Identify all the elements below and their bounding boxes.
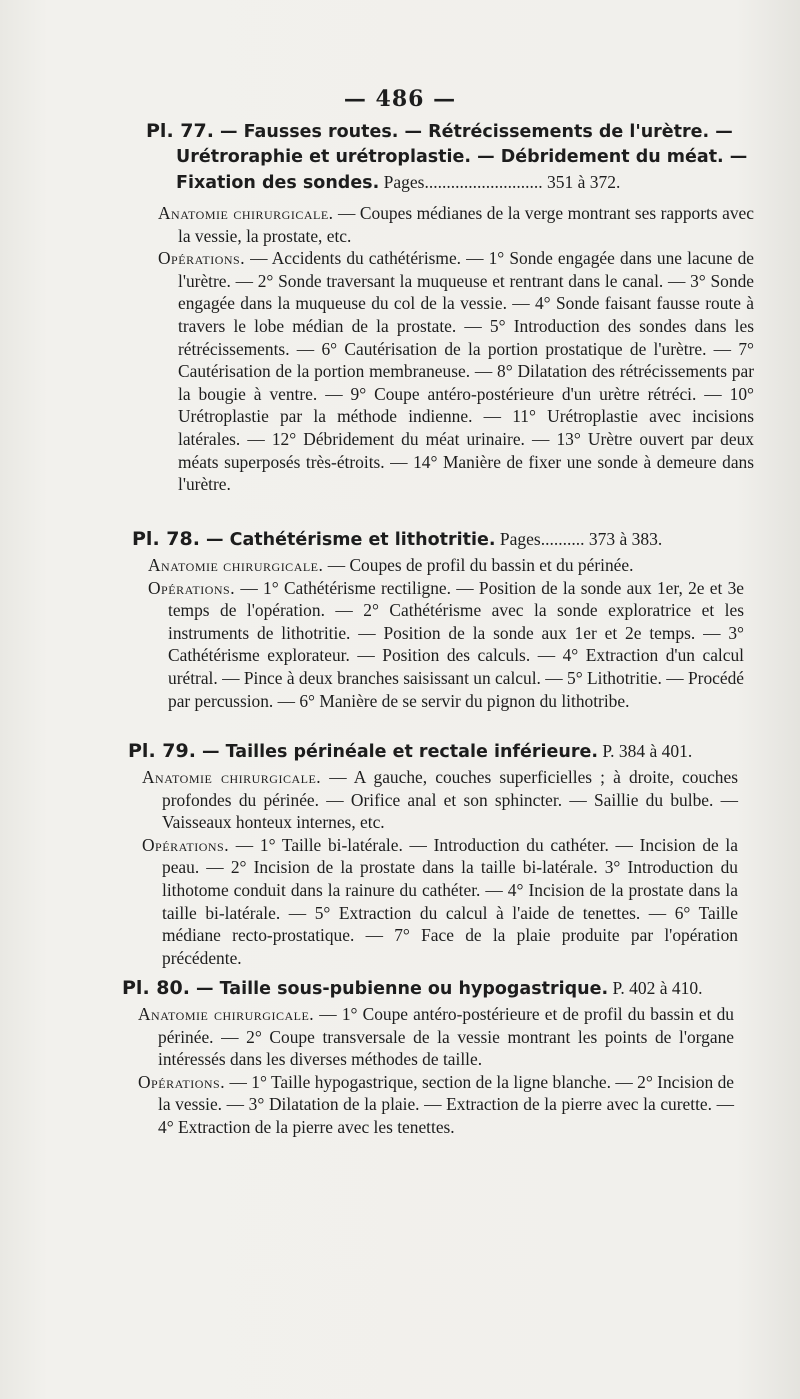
section-text: — A gauche, couches superficielles ; à droite, couches profondes du périnée. — Orifice anal et son sphincter. — Saillie du bulbe. — Vaisseaux honteux internes, etc.: [162, 767, 738, 833]
section-label: Opérations.: [142, 834, 230, 855]
plate-entry-80: [0, 976, 800, 1139]
plate-heading-line: [146, 170, 800, 196]
plate-heading-line: [128, 739, 800, 765]
plate-number: Pl. 79.: [128, 740, 196, 762]
section-label: Anatomie chirurgicale.: [148, 555, 324, 575]
plate-entry-79: [0, 739, 800, 969]
plate-pages: Pages........................... 351 à 372.: [379, 172, 621, 192]
plate-title-line: — Taille sous-pubienne ou hypogastrique.: [189, 979, 609, 999]
plate-number: Pl. 78.: [132, 528, 200, 550]
plate-entry-77: [0, 119, 800, 496]
section-text: — Accidents du cathétérisme. — 1° Sonde engagée dans une lacune de l'urètre. — 2° Sonde traversant la muqueuse et rentrant dans le canal. — 3° Sonde engagée dans la muqueuse du col de la vessie. — 4° Sonde faisant fausse route à travers le lobe médian de la prostate. — 5° Introduction des sondes dans les rétrécissements. — 6° Cautérisation de la portion prostatique de l'urètre. — 7° Cautérisation de la portion membraneuse. — 8° Dilatation des rétrécissements par la bougie à ventre. — 9° Coupe antéro-postérieure d'un urètre rétréci. — 10° Urétroplastie par la méthode indienne. — 11° Urétroplastie avec incisions latérales. — 12° Débridement du méat urinaire. — 13° Urètre ouvert par deux méats superposés très-étroits. — 14° Manière de fixer une sonde à demeure dans l'urètre.: [178, 248, 754, 495]
page-number: — 486 —: [343, 86, 457, 112]
section-label: Opérations.: [158, 248, 246, 269]
plate-pages: P. 402 à 410.: [608, 978, 703, 998]
plate-title-line: — Tailles périnéale et rectale inférieure.: [195, 742, 598, 762]
section-anatomy: [0, 766, 738, 834]
plate-number: Pl. 77.: [146, 120, 214, 142]
section-anatomy: [0, 202, 754, 247]
plate-title-line: — Cathétérisme et lithotritie.: [199, 530, 496, 550]
section-text: — 1° Coupe antéro-postérieure et de profil du bassin et du périnée. — 2° Coupe transversale de la vessie montrant les points de l'organe intéressés dans les diverses méthodes de taille.: [158, 1004, 734, 1070]
section-text: — Coupes médianes de la verge montrant ses rapports avec la vessie, la prostate, etc.: [178, 203, 754, 246]
plate-heading-line: [132, 527, 800, 553]
plate-title-line: Fixation des sondes.: [176, 173, 380, 193]
section-text: — 1° Cathétérisme rectiligne. — Position de la sonde aux 1er, 2e et 3e temps de l'opération. — 2° Cathétérisme avec la sonde exploratrice et les instruments de lithotritie. — Position de la sonde aux 1er et 2e temps. — 3° Cathétérisme explorateur. — Position des calculs. — 4° Extraction d'un calcul urétral. — Pince à deux branches saisissant un calcul. — 5° Lithotritie. — Procédé par percussion. — 6° Manière de se servir du pignon du lithotribe.: [168, 577, 744, 711]
section-text: — Coupes de profil du bassin et du périnée.: [323, 555, 634, 575]
plate-number: Pl. 80.: [122, 977, 190, 999]
section-operations: [0, 247, 754, 496]
plate-heading-line: [122, 976, 800, 1002]
section-label: Opérations.: [138, 1071, 226, 1092]
plate-heading: [0, 527, 800, 553]
section-label: Opérations.: [148, 577, 236, 598]
section-operations: [0, 834, 738, 970]
plate-title-line: Urétroraphie et urétroplastie. — Débridement du méat. —: [176, 147, 748, 167]
section-label: Anatomie chirurgicale.: [138, 1004, 315, 1024]
section-anatomy: [0, 554, 744, 577]
plate-title-line: — Fausses routes. — Rétrécissements de l'urètre. —: [213, 122, 733, 142]
plate-entry-78: [0, 527, 800, 712]
section-anatomy: [0, 1003, 734, 1071]
section-operations: [0, 577, 744, 713]
section-operations: [0, 1071, 734, 1139]
plate-pages: Pages.......... 373 à 383.: [495, 529, 663, 549]
section-text: — 1° Taille bi-latérale. — Introduction du cathéter. — Incision de la peau. — 2° Incision de la prostate dans la taille bi-latérale. 3° Introduction du lithotome conduit dans la rainure du cathéter. — 4° Incision de la prostate dans la taille bi-latérale. — 5° Extraction du calcul à l'aide de tenettes. — 6° Taille médiane recto-prostatique. — 7° Face de la plaie produite par l'opération précédente.: [162, 834, 738, 968]
section-text: — 1° Taille hypogastrique, section de la ligne blanche. — 2° Incision de la vessie. — 3° Dilatation de la plaie. — Extraction de la pierre avec la curette. — 4° Extraction de la pierre avec les tenettes.: [158, 1071, 734, 1137]
plate-pages: P. 384 à 401.: [598, 741, 693, 761]
section-label: Anatomie chirurgicale.: [158, 203, 334, 223]
plate-heading: [0, 119, 800, 196]
plate-heading: [0, 976, 800, 1002]
plate-heading-line: [146, 119, 800, 145]
plate-heading: [0, 739, 800, 765]
section-label: Anatomie chirurgicale.: [142, 767, 322, 787]
